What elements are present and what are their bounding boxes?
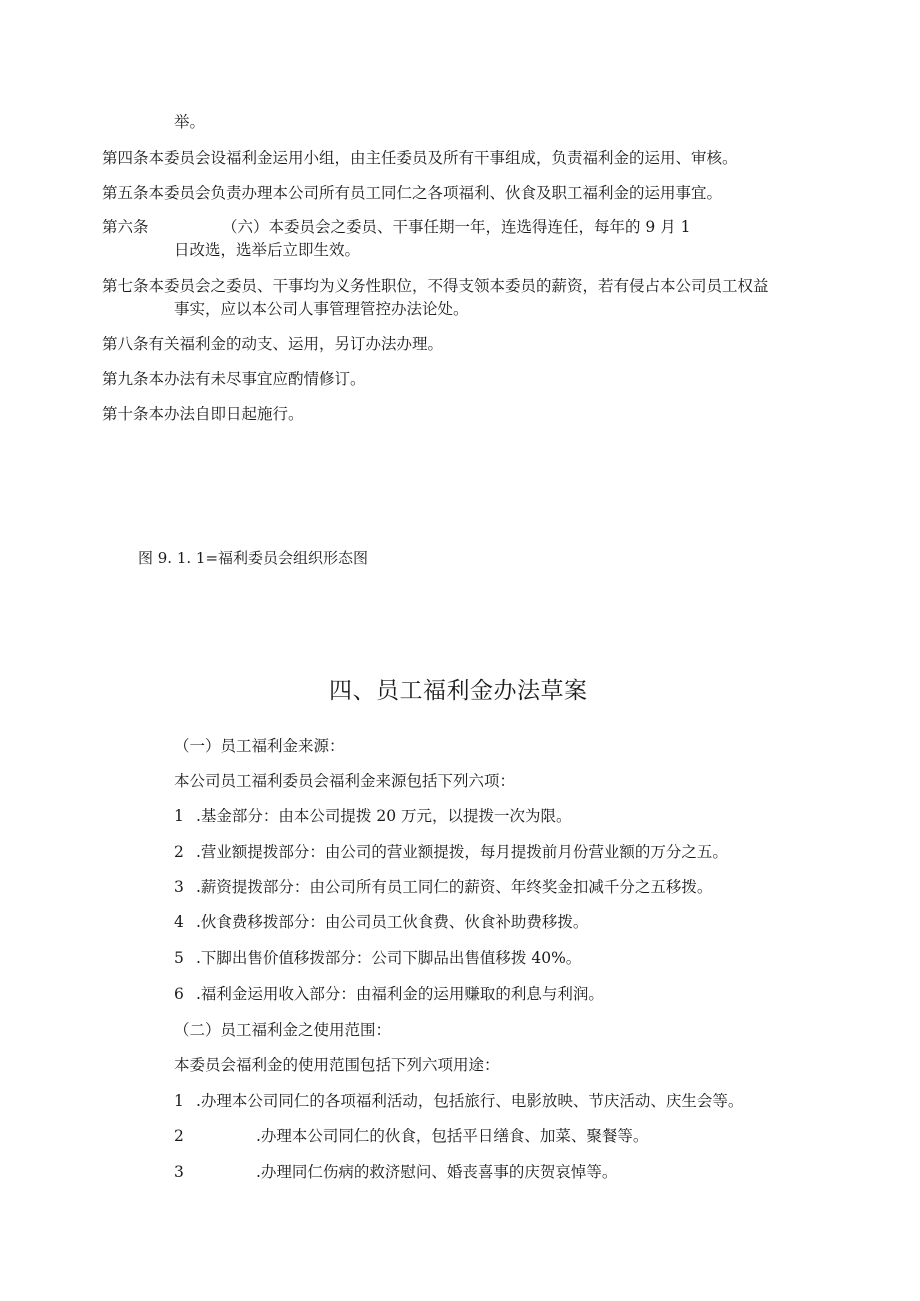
list-item xyxy=(174,806,572,826)
list-item xyxy=(174,1091,743,1111)
item-text: .基金部分：由本公司提拨 20 万元，以提拨一次为限。 xyxy=(196,807,572,825)
list-item xyxy=(174,984,604,1004)
subsection-2-intro: 本委员会福利金的使用范围包括下列六项用途： xyxy=(174,1056,500,1074)
item-number: 6 xyxy=(174,985,184,1003)
subsection-1-heading: （一）员工福利金来源： xyxy=(174,737,345,755)
article-10: 第十条本办法自即日起施行。 xyxy=(102,405,304,423)
item-text: .办理本公司同仁的各项福利活动，包括旅行、电影放映、节庆活动、庆生会等。 xyxy=(196,1092,744,1110)
list-item xyxy=(174,877,712,897)
list-item xyxy=(174,948,581,968)
item-text: .营业额提拨部分：由公司的营业额提拨，每月提拨前月份营业额的万分之五。 xyxy=(196,843,728,861)
list-item xyxy=(174,1126,648,1146)
item-text: .办理本公司同仁的伙食，包括平日缮食、加菜、聚餐等。 xyxy=(256,1127,649,1145)
subsection-1-intro: 本公司员工福利委员会福利金来源包括下列六项： xyxy=(174,772,516,790)
article-4: 第四条本委员会设福利金运用小组，由主任委员及所有干事组成，负责福利金的运用、审核。 xyxy=(102,149,738,167)
section-title: 四、员工福利金办法草案 xyxy=(329,678,588,704)
article-7: 第七条本委员会之委员、干事均为义务性职位，不得支领本委员的薪资，若有侵占本公司员工权益 xyxy=(102,277,769,295)
item-text: .薪资提拨部分：由公司所有员工同仁的薪资、年终奖金扣减千分之五移拨。 xyxy=(196,878,713,896)
article-6-text: （六）本委员会之委员、干事任期一年，连选得连任，每年的 9 月 1 xyxy=(222,218,691,236)
article-5: 第五条本委员会负责办理本公司所有员工同仁之各项福利、伙食及职工福利金的运用事宜。 xyxy=(102,184,723,202)
list-item xyxy=(174,842,728,862)
item-number: 2 xyxy=(174,843,184,861)
article-continuation: 举。 xyxy=(174,113,206,131)
list-item xyxy=(174,1162,617,1182)
item-number: 3 xyxy=(174,878,184,896)
subsection-2-heading: （二）员工福利金之使用范围： xyxy=(174,1021,392,1039)
article-6-label: 第六条 xyxy=(102,218,149,236)
list-item xyxy=(174,912,588,932)
item-number: 5 xyxy=(174,949,184,967)
item-text: .伙食费移拨部分：由公司员工伙食费、伙食补助费移拨。 xyxy=(196,913,589,931)
item-number: 2 xyxy=(174,1127,184,1145)
item-text: .办理同仁伤病的救济慰问、婚丧喜事的庆贺哀悼等。 xyxy=(256,1163,618,1181)
item-text: .福利金运用收入部分：由福利金的运用赚取的利息与利润。 xyxy=(196,985,604,1003)
item-number: 4 xyxy=(174,913,184,931)
item-number: 1 xyxy=(174,1092,184,1110)
item-number: 1 xyxy=(174,807,184,825)
figure-caption: 图 9. 1. 1=福利委员会组织形态图 xyxy=(138,549,369,567)
item-text: .下脚出售价值移拨部分：公司下脚品出售值移拨 40%。 xyxy=(196,949,582,967)
item-number: 3 xyxy=(174,1163,184,1181)
article-7-continuation: 事实，应以本公司人事管理管控办法论处。 xyxy=(174,300,469,318)
article-8: 第八条有关福利金的动支、运用，另订办法办理。 xyxy=(102,335,444,353)
article-6-continuation: 日改选，选举后立即生效。 xyxy=(174,241,361,259)
article-9: 第九条本办法有未尽事宜应酌情修订。 xyxy=(102,370,366,388)
